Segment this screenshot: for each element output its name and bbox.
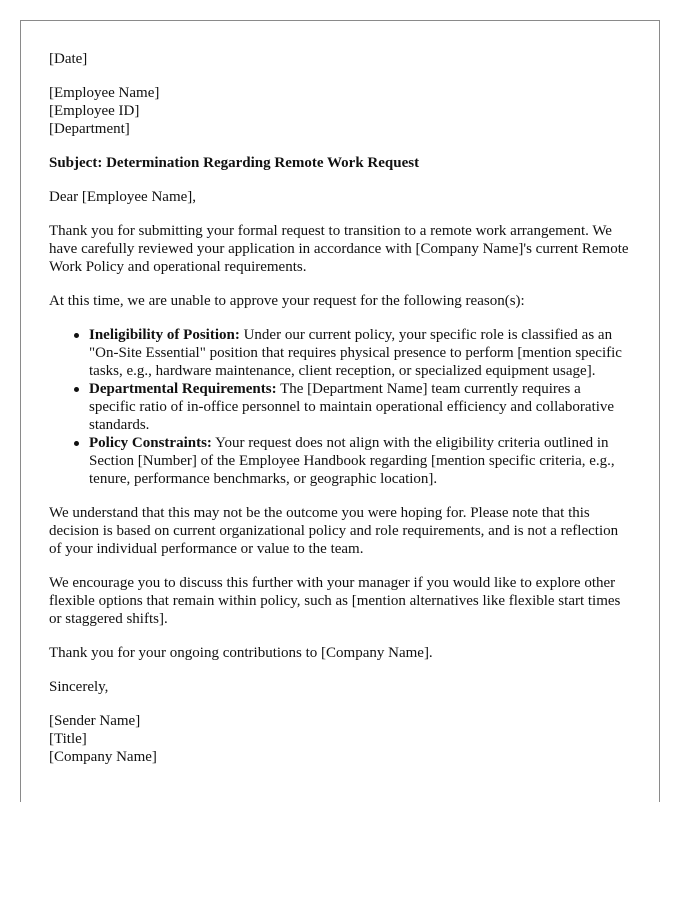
- recipient-block: [49, 84, 630, 138]
- reasons-list: [49, 326, 630, 488]
- department: [Department]: [49, 121, 130, 137]
- reason-title: Ineligibility of Position:: [89, 327, 240, 343]
- understand-paragraph: We understand that this may not be the outcome you were hoping for. Please note that this decision is based on current organizational policy and role requirements, and is not a reflection of your individual performance or value to the team.: [49, 505, 619, 557]
- employee-name: [Employee Name]: [49, 85, 160, 101]
- reason-text: The [Department Name] team currently requires a specific ratio of in-office personnel to maintain operational efficiency and collaborative standards.: [89, 381, 615, 433]
- thanks-paragraph: Thank you for your ongoing contributions to [Company Name].: [49, 645, 433, 661]
- subject-line: Subject: Determination Regarding Remote Work Request: [49, 155, 420, 171]
- reason-item-position: [89, 326, 630, 380]
- lead-in-paragraph: At this time, we are unable to approve your request for the following reason(s):: [49, 293, 525, 309]
- reason-title: Policy Constraints:: [89, 435, 212, 451]
- sender-title: [Title]: [49, 731, 87, 747]
- reason-text: Under our current policy, your specific role is classified as an "On-Site Essential" position that requires physical presence to perform [mention specific tasks, e.g., hardware maintenance, client reception, or specialized equipment usage].: [89, 327, 622, 379]
- sender-company: [Company Name]: [49, 749, 157, 765]
- reason-item-department: [89, 380, 630, 434]
- date-line: [Date]: [49, 51, 88, 67]
- signature-block: [49, 712, 630, 766]
- employee-id: [Employee ID]: [49, 103, 140, 119]
- reason-item-policy: [89, 434, 630, 488]
- intro-paragraph: Thank you for submitting your formal request to transition to a remote work arrangement. We have carefully reviewed your application in accordance with [Company Name]'s current Remote Work Policy and operational requirements.: [49, 223, 629, 275]
- salutation: Dear [Employee Name],: [49, 189, 197, 205]
- reason-text: Your request does not align with the eligibility criteria outlined in Section [Number] of the Employee Handbook regarding [mention specific criteria, e.g., tenure, performance benchmarks, or geographic location].: [89, 435, 615, 487]
- letter-page: [20, 20, 660, 802]
- valediction: Sincerely,: [49, 679, 109, 695]
- sender-name: [Sender Name]: [49, 713, 141, 729]
- reason-title: Departmental Requirements:: [89, 381, 277, 397]
- encourage-paragraph: We encourage you to discuss this further with your manager if you would like to explore other flexible options that remain within policy, such as [mention alternatives like flexible start times or staggered shifts].: [49, 575, 621, 627]
